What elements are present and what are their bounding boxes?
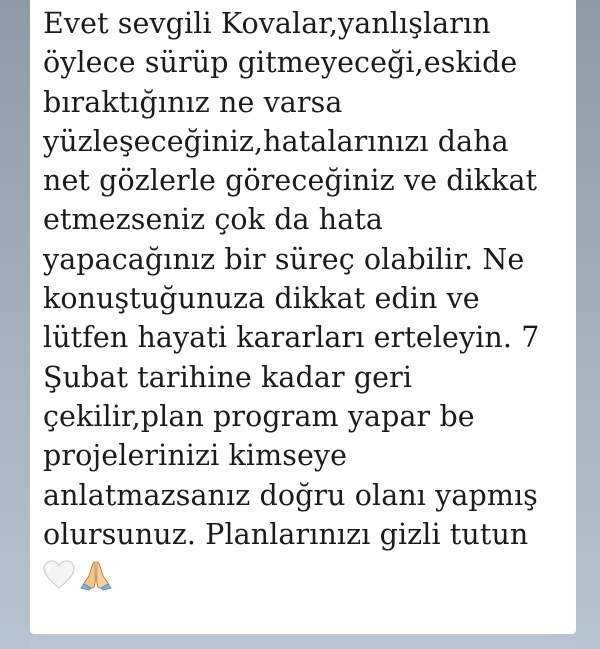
white-heart-icon: [43, 560, 75, 590]
folded-hands-icon: [79, 559, 113, 591]
note-line-12: projelerinizi kimseye: [43, 439, 348, 473]
note-line-5: net gözlerle göreceğiniz ve dikkat: [43, 164, 538, 198]
background-right: [576, 0, 600, 649]
note-line-10: Şubat tarihine kadar geri: [43, 360, 413, 394]
background-left: [0, 0, 30, 649]
note-line-7: yapacağınız bir süreç olabilir. Ne: [43, 242, 525, 276]
note-line-11: çekilir,plan program yapar be: [43, 399, 475, 433]
note-line-13: anlatmazsanız doğru olanı yapmış: [43, 478, 538, 512]
note-line-8: konuştuğunuza dikkat edin ve: [43, 282, 480, 316]
note-line-6: etmezseniz çok da hata: [43, 203, 383, 237]
emoji-row: [43, 556, 570, 594]
note-line-4: yüzleşeceğiniz,hatalarınızı daha: [43, 124, 509, 158]
note-line-14: olursunuz. Planlarınızı gizli tutun: [43, 517, 529, 551]
note-line-2: öylece sürüp gitmeyeceği,eskide: [43, 46, 518, 80]
note-card: [30, 0, 576, 634]
note-line-1: Evet sevgili Kovalar,yanlışların: [43, 7, 491, 40]
note-line-9: lütfen hayati kararları erteleyin. 7: [43, 321, 540, 355]
note-line-3: bıraktığınız ne varsa: [43, 85, 343, 119]
